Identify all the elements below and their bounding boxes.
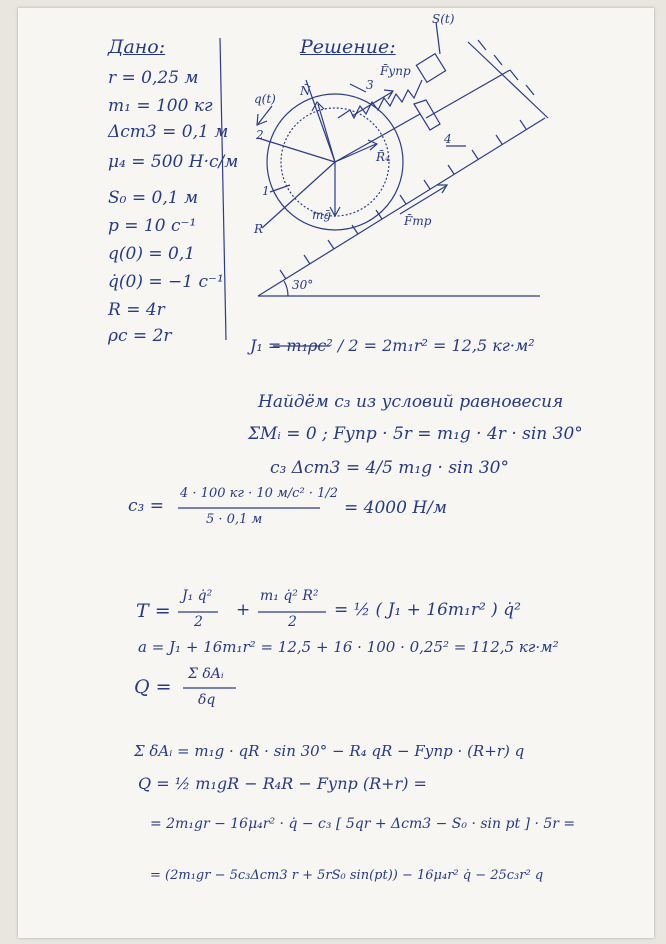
label-N: N̄ xyxy=(300,84,311,98)
given-item: Δст3 = 0,1 м xyxy=(108,122,229,142)
label-mg: mḡ xyxy=(312,208,332,222)
eq-t-plus: + xyxy=(236,600,251,620)
Ftr-arrow xyxy=(400,186,446,214)
R4-arrow xyxy=(335,144,376,162)
label-R: R xyxy=(254,222,264,236)
angle-arc xyxy=(284,281,288,296)
eq-q-numerator: Σ δAᵢ xyxy=(188,666,224,682)
Fupr-arrow xyxy=(352,92,392,116)
solution-title: Решение: xyxy=(300,36,396,58)
given-item: p = 10 с⁻¹ xyxy=(108,216,197,236)
given-item: μ₄ = 500 Н·с/м xyxy=(108,152,239,172)
N-arrow xyxy=(318,104,335,162)
eq-t-lhs: T = xyxy=(136,600,171,622)
given-item: S₀ = 0,1 м xyxy=(108,188,199,208)
spring-block xyxy=(416,54,445,83)
eq-c3-result: = 4000 Н/м xyxy=(344,498,447,518)
eq-sum-moments: ΣMᵢ = 0 ; Fупр · 5r = m₁g · 4r · sin 30° xyxy=(248,424,583,444)
eq-c3-numerator: 4 · 100 кг · 10 м/с² · 1/2 xyxy=(180,486,338,501)
given-item: r = 0,25 м xyxy=(108,68,199,88)
given-item: q(0) = 0,1 xyxy=(108,244,196,264)
label-q-t: q(t) xyxy=(254,92,276,106)
label-3: 3 xyxy=(366,78,374,92)
eq-q-lhs: Q = xyxy=(134,676,172,698)
given-item: R = 4r xyxy=(108,300,165,320)
label-angle: 30° xyxy=(292,278,314,292)
eq-t-rhs: = ½ ( J₁ + 16m₁r² ) q̇² xyxy=(334,600,521,620)
given-item: q̇(0) = −1 с⁻¹ xyxy=(108,272,224,292)
given-item: ρc = 2r xyxy=(108,326,172,346)
label-F-tr: F̄тр xyxy=(404,214,432,228)
label-F-upr: F̄упр xyxy=(380,64,411,78)
given-item: m₁ = 100 кг xyxy=(108,96,213,116)
eq-c3-delta: c₃ Δст3 = 4/5 m₁g · sin 30° xyxy=(270,458,509,478)
eq-q-denominator: δq xyxy=(198,692,216,708)
eq-q-line3: = (2m₁gr − 5c₃Δст3 r + 5rS₀ sin(pt)) − 16μ₄r² q̇ − 25c₃r² q xyxy=(150,868,544,883)
eq-t-frac2-den: 2 xyxy=(288,614,297,630)
incline-surface xyxy=(258,118,545,296)
eq-j1: J₁ = m₁ρc² / 2 = 2m₁r² = 12,5 кг·м² xyxy=(250,336,535,355)
eq-t-frac1-num: J₁ q̇² xyxy=(182,588,213,604)
eq-q-line1: Q = ½ m₁gR − R₄R − Fупр (R+r) = xyxy=(138,774,427,793)
radius-r xyxy=(258,138,335,162)
eq-find-c3: Найдём c₃ из условий равновесия xyxy=(258,392,564,412)
upper-wall xyxy=(468,42,548,118)
label-R4: R̄₄ xyxy=(376,150,390,164)
label-2: 2 xyxy=(256,128,264,142)
label-s-t: S(t) xyxy=(432,12,455,26)
eq-t-frac2-num: m₁ q̇² R² xyxy=(260,588,319,604)
eq-virtual-work: Σ δAᵢ = m₁g · qR · sin 30° − R₄ qR − Fупр · (R+r) q xyxy=(134,742,525,760)
eq-a: a = J₁ + 16m₁r² = 12,5 + 16 · 100 · 0,25² = 112,5 кг·м² xyxy=(138,638,559,656)
eq-c3-lhs: c₃ = xyxy=(128,496,164,516)
label-1: 1 xyxy=(262,184,270,198)
label-4: 4 xyxy=(444,132,452,146)
given-divider xyxy=(220,38,226,340)
eq-t-frac1-den: 2 xyxy=(194,614,203,630)
eq-q-line2: = 2m₁gr − 16μ₄r² · q̇ − c₃ [ 5qr + Δст3 − S₀ · sin pt ] · 5r = xyxy=(150,816,576,832)
given-title: Дано: xyxy=(108,36,166,58)
eq-c3-denominator: 5 · 0,1 м xyxy=(206,512,263,527)
